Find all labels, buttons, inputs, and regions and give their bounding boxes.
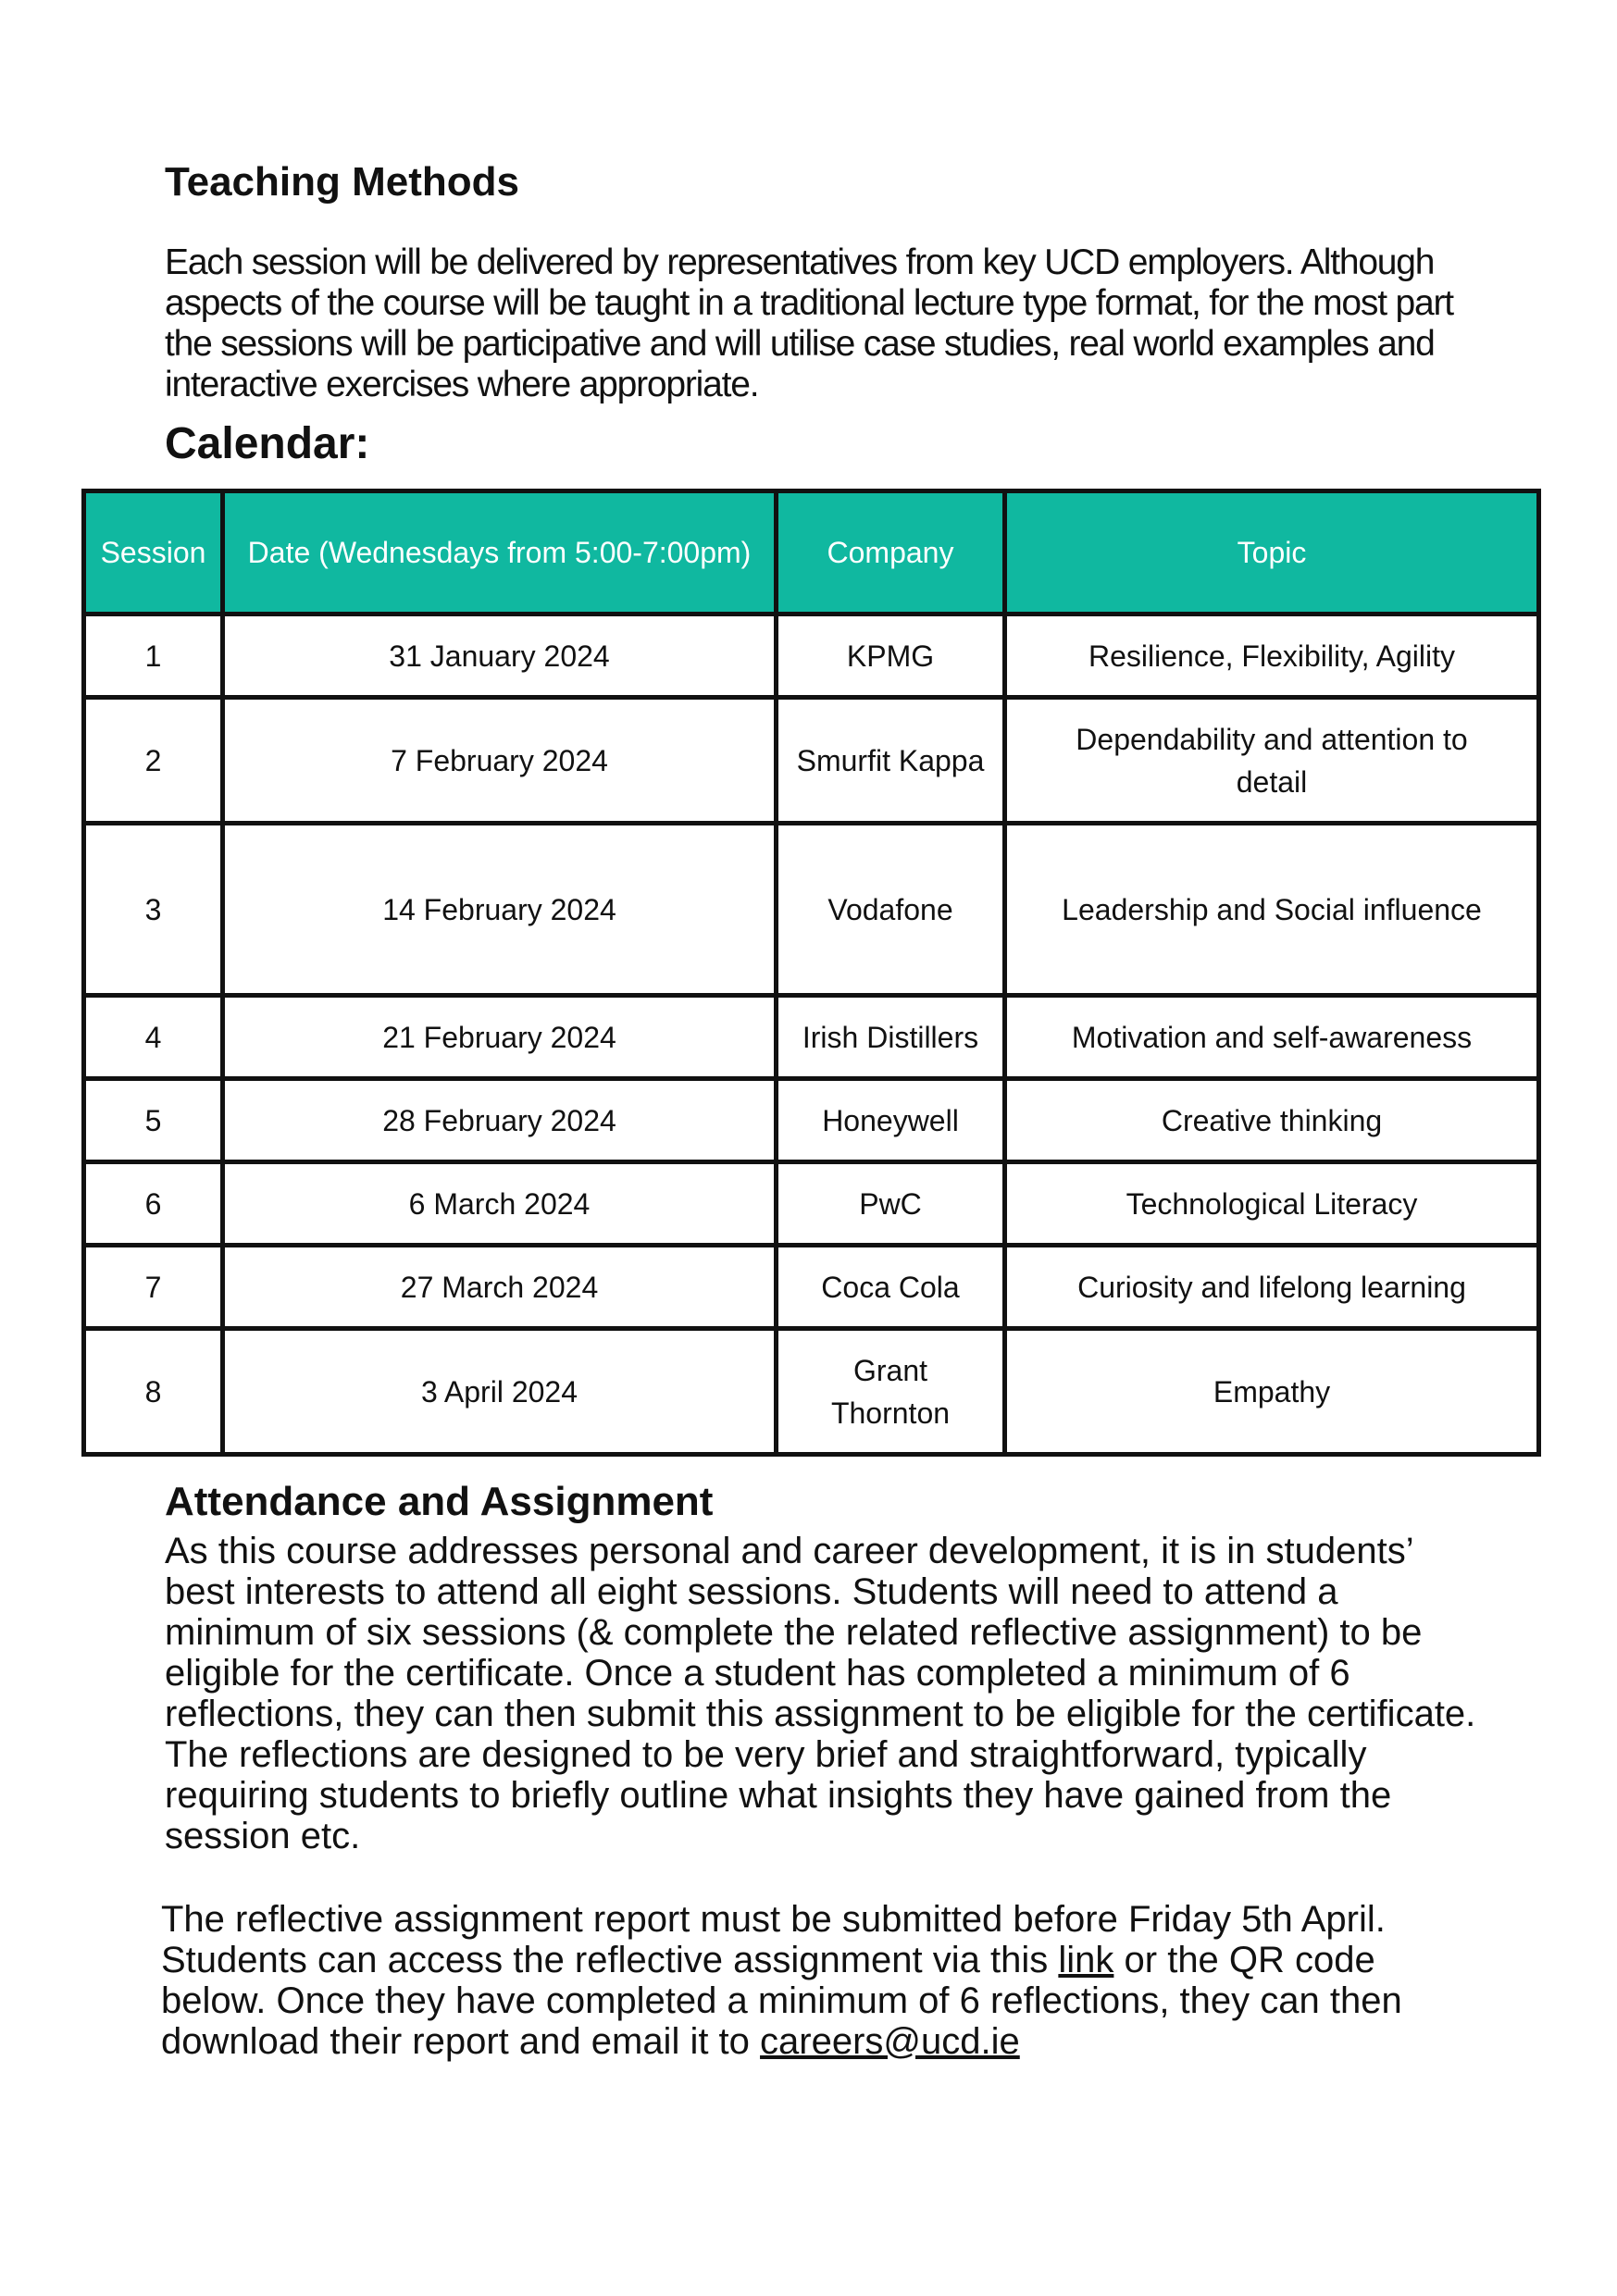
session-company: Coca Cola [777, 1246, 1005, 1329]
teaching-methods-body: Each session will be delivered by representatives from key UCD employers. Although aspects of the course will be taught in a traditional lecture type format, for the most part the sessions will be participative and will utilise case studies, real world examples and interactive exercises where appropriate. [165, 242, 1453, 404]
table-row [84, 1162, 1539, 1246]
table-row [84, 1329, 1539, 1455]
table-row [84, 614, 1539, 698]
session-company: Honeywell [777, 1079, 1005, 1162]
calendar-table [81, 489, 1541, 1457]
session-number: 7 [84, 1246, 223, 1329]
session-date: 31 January 2024 [223, 614, 777, 698]
attendance-heading: Attendance and Assignment [165, 1479, 714, 1524]
header-date: Date (Wednesdays from 5:00-7:00pm) [223, 491, 777, 614]
submission-text-2: or the QR code below. Once they have completed a minimum of 6 reflections, they can then download their report and email it to [161, 1940, 1402, 2062]
session-company: Grant Thornton [777, 1329, 1005, 1455]
session-topic: Dependability and attention to detail [1005, 698, 1539, 824]
session-company: Irish Distillers [777, 996, 1005, 1079]
table-header-row [84, 491, 1539, 614]
table-row [84, 996, 1539, 1079]
table-row [84, 824, 1539, 996]
session-topic: Technological Literacy [1005, 1162, 1539, 1246]
session-company: PwC [777, 1162, 1005, 1246]
session-number: 5 [84, 1079, 223, 1162]
session-company: Smurfit Kappa [777, 698, 1005, 824]
careers-email-link[interactable]: careers@ucd.ie [760, 2021, 1020, 2062]
reflective-assignment-link[interactable]: link [1058, 1940, 1114, 1980]
session-topic: Motivation and self-awareness [1005, 996, 1539, 1079]
session-topic: Leadership and Social influence [1005, 824, 1539, 996]
session-number: 6 [84, 1162, 223, 1246]
session-number: 2 [84, 698, 223, 824]
session-date: 27 March 2024 [223, 1246, 777, 1329]
session-date: 3 April 2024 [223, 1329, 777, 1455]
header-session: Session [84, 491, 223, 614]
session-topic: Creative thinking [1005, 1079, 1539, 1162]
session-number: 8 [84, 1329, 223, 1455]
session-date: 14 February 2024 [223, 824, 777, 996]
session-date: 28 February 2024 [223, 1079, 777, 1162]
session-number: 4 [84, 996, 223, 1079]
session-topic: Empathy [1005, 1329, 1539, 1455]
header-topic: Topic [1005, 491, 1539, 614]
session-topic: Curiosity and lifelong learning [1005, 1246, 1539, 1329]
session-topic: Resilience, Flexibility, Agility [1005, 614, 1539, 698]
submission-text-1: The reflective assignment report must be submitted before Friday 5th April. Students can access the reflective assignment via this [161, 1899, 1386, 1980]
table-row [84, 698, 1539, 824]
table-row [84, 1079, 1539, 1162]
header-company: Company [777, 491, 1005, 614]
teaching-methods-heading: Teaching Methods [165, 159, 519, 205]
session-number: 3 [84, 824, 223, 996]
submission-paragraph [161, 1899, 1475, 2062]
session-date: 7 February 2024 [223, 698, 777, 824]
session-date: 6 March 2024 [223, 1162, 777, 1246]
table-row [84, 1246, 1539, 1329]
session-number: 1 [84, 614, 223, 698]
calendar-heading: Calendar: [165, 419, 370, 468]
session-date: 21 February 2024 [223, 996, 777, 1079]
session-company: KPMG [777, 614, 1005, 698]
attendance-body: As this course addresses personal and career development, it is in students’ best interests to attend all eight sessions. Students will need to attend a minimum of six sessions (& complete the related reflective assignment) to be eligible for the certificate. Once a student has completed a minimum of 6 reflections, they can then submit this assignment to be eligible for the certificate. The reflections are designed to be very brief and straightforward, typically requiring students to briefly outline what insights they have gained from the session etc. [165, 1531, 1476, 1856]
session-company: Vodafone [777, 824, 1005, 996]
